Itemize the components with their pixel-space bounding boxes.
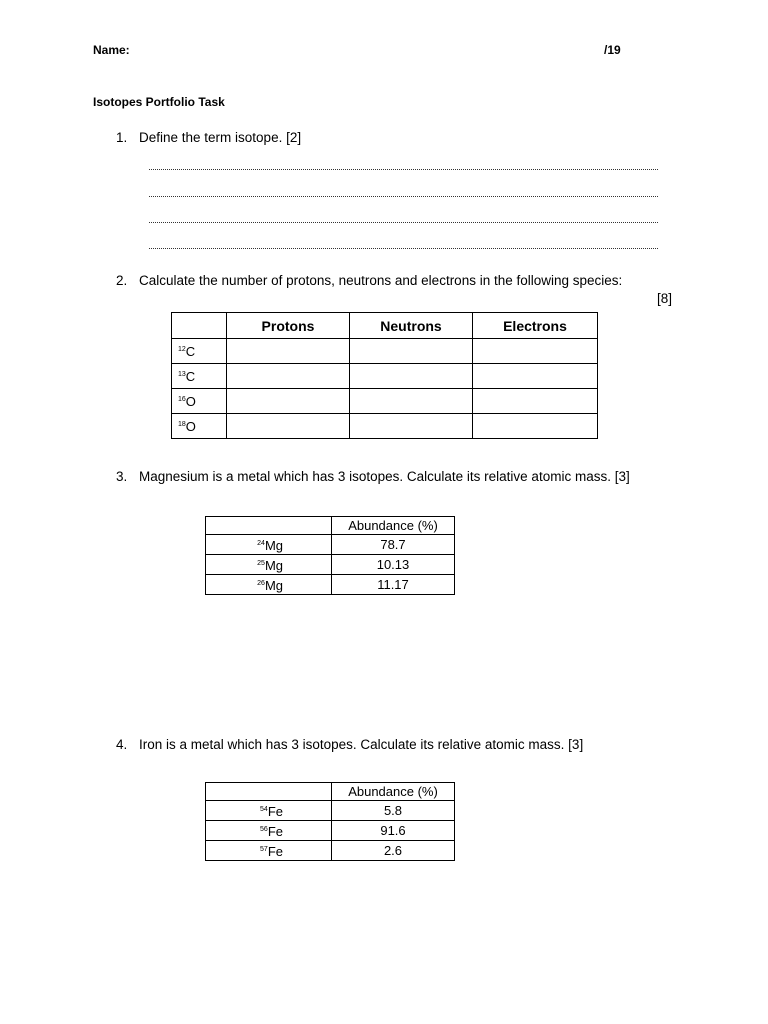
answer-cell[interactable] xyxy=(473,364,598,389)
column-header-abundance: Abundance (%) xyxy=(332,517,455,535)
species-label: $^{13}$C xyxy=(172,364,227,389)
table-row xyxy=(172,339,598,364)
abundance-value: 11.17 xyxy=(332,575,455,595)
answer-line[interactable] xyxy=(149,169,658,170)
magnesium-table xyxy=(205,516,455,595)
table-row xyxy=(172,364,598,389)
species-label: $^{18}$O xyxy=(172,414,227,439)
answer-cell[interactable] xyxy=(227,364,350,389)
column-header-electrons: Electrons xyxy=(473,313,598,339)
table-header-row xyxy=(172,313,598,339)
isotope-label: $^{57}$Fe xyxy=(206,841,332,861)
answer-cell[interactable] xyxy=(473,339,598,364)
abundance-value: 2.6 xyxy=(332,841,455,861)
answer-cell[interactable] xyxy=(350,414,473,439)
table-row xyxy=(206,841,455,861)
answer-cell[interactable] xyxy=(350,389,473,414)
table-corner-cell xyxy=(172,313,227,339)
table-row xyxy=(206,535,455,555)
isotope-label: $^{56}$Fe xyxy=(206,821,332,841)
isotope-label: $^{26}$Mg xyxy=(206,575,332,595)
answer-cell[interactable] xyxy=(350,364,473,389)
column-header-neutrons: Neutrons xyxy=(350,313,473,339)
answer-cell[interactable] xyxy=(473,414,598,439)
answer-cell[interactable] xyxy=(350,339,473,364)
isotope-label: $^{24}$Mg xyxy=(206,535,332,555)
answer-cell[interactable] xyxy=(227,414,350,439)
answer-cell[interactable] xyxy=(473,389,598,414)
table-row xyxy=(206,575,455,595)
question-4-text: Iron is a metal which has 3 isotopes. Calculate its relative atomic mass. [3] xyxy=(139,737,584,752)
particles-table xyxy=(171,312,598,439)
table-header-row xyxy=(206,517,455,535)
species-label: $^{12}$C xyxy=(172,339,227,364)
question-4-number: 4. xyxy=(116,737,128,752)
page-title: Isotopes Portfolio Task xyxy=(93,95,225,109)
isotope-label: $^{54}$Fe xyxy=(206,801,332,821)
answer-cell[interactable] xyxy=(227,339,350,364)
answer-cell[interactable] xyxy=(227,389,350,414)
question-1-number: 1. xyxy=(116,130,128,145)
table-row xyxy=(172,389,598,414)
table-row xyxy=(172,414,598,439)
question-3-number: 3. xyxy=(116,469,128,484)
name-label: Name: xyxy=(93,43,130,57)
question-2-number: 2. xyxy=(116,273,128,288)
column-header-abundance: Abundance (%) xyxy=(332,783,455,801)
iron-table xyxy=(205,782,455,861)
question-2-text: Calculate the number of protons, neutrons and electrons in the following species: xyxy=(139,273,623,288)
table-row xyxy=(206,821,455,841)
table-row xyxy=(206,555,455,575)
answer-line[interactable] xyxy=(149,248,658,249)
abundance-value: 91.6 xyxy=(332,821,455,841)
abundance-value: 5.8 xyxy=(332,801,455,821)
table-row xyxy=(206,801,455,821)
abundance-value: 78.7 xyxy=(332,535,455,555)
question-1-text: Define the term isotope. [2] xyxy=(139,130,302,145)
answer-line[interactable] xyxy=(149,196,658,197)
answer-line[interactable] xyxy=(149,222,658,223)
species-label: $^{16}$O xyxy=(172,389,227,414)
table-corner-cell xyxy=(206,783,332,801)
table-header-row xyxy=(206,783,455,801)
table-corner-cell xyxy=(206,517,332,535)
total-score: /19 xyxy=(604,43,621,57)
question-2-marks: [8] xyxy=(657,291,673,306)
isotope-label: $^{25}$Mg xyxy=(206,555,332,575)
column-header-protons: Protons xyxy=(227,313,350,339)
abundance-value: 10.13 xyxy=(332,555,455,575)
question-3-text: Magnesium is a metal which has 3 isotopes. Calculate its relative atomic mass. [3] xyxy=(139,469,630,484)
